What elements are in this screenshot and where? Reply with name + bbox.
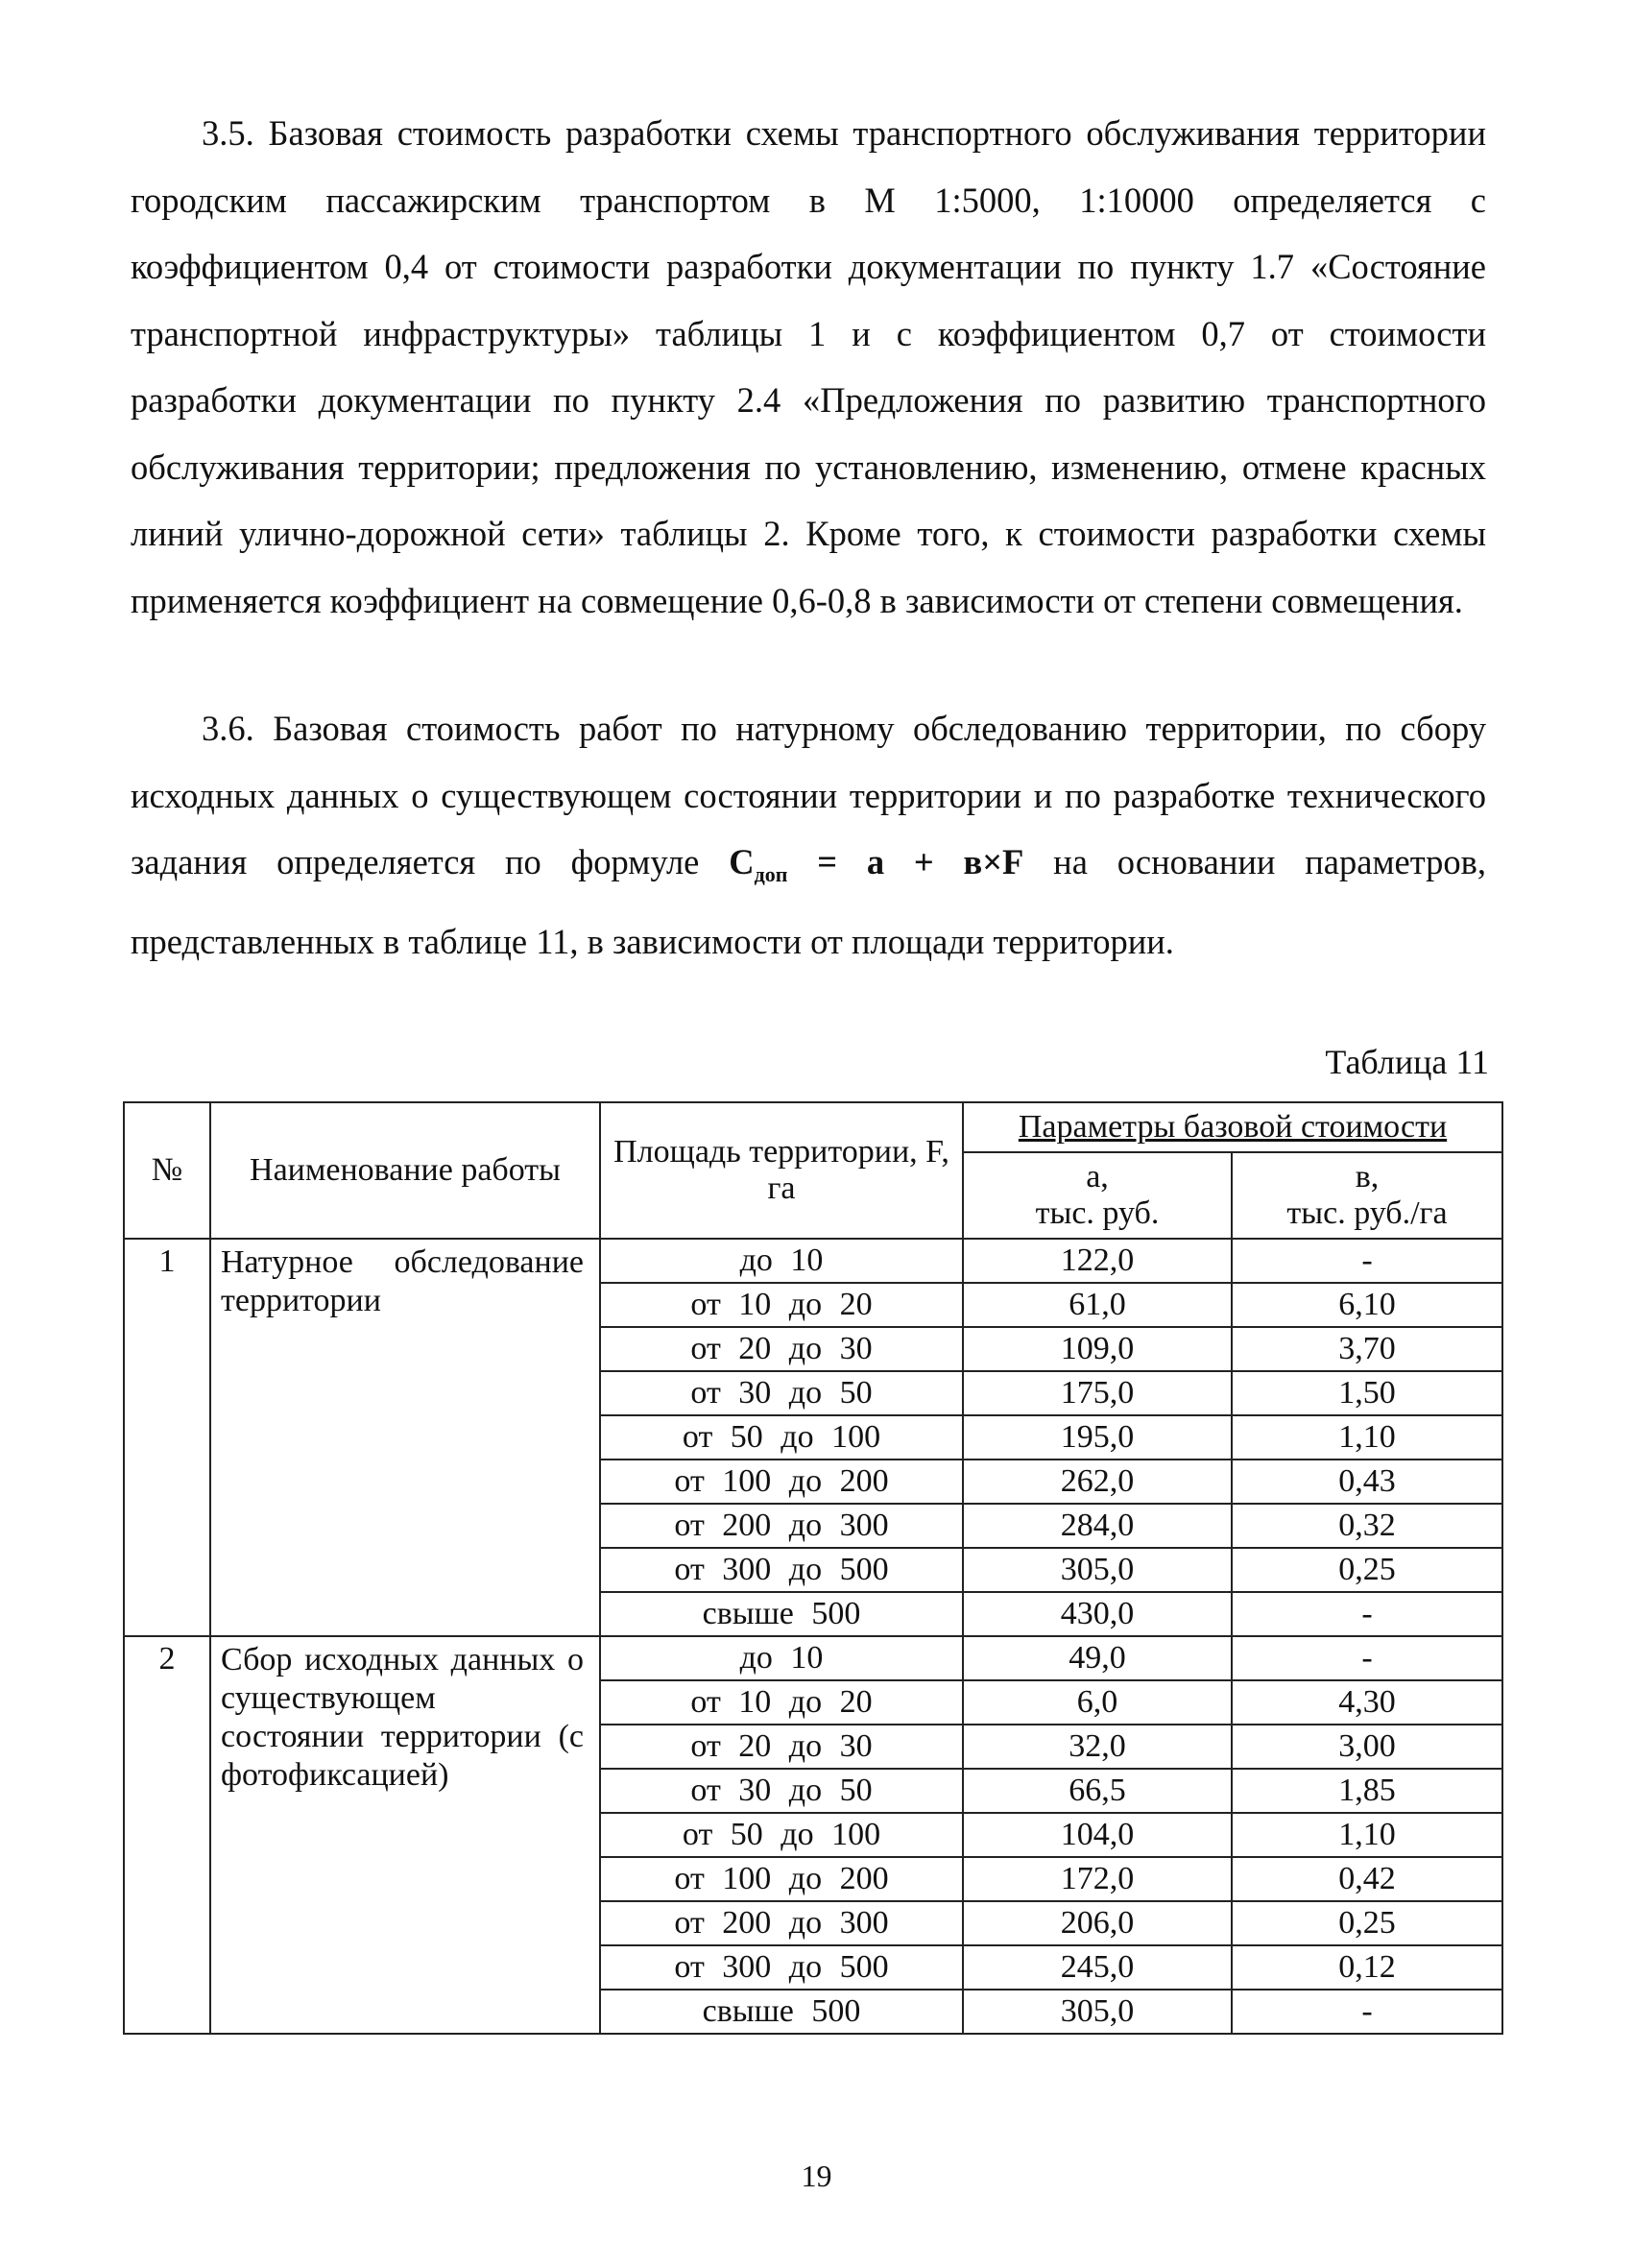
- param-b-value: 0,42: [1232, 1857, 1502, 1901]
- param-b-value: 1,10: [1232, 1813, 1502, 1857]
- param-a-value: 6,0: [963, 1680, 1232, 1725]
- param-a-value: 49,0: [963, 1636, 1232, 1680]
- param-b-value: -: [1232, 1239, 1502, 1283]
- paragraph-3-6-text-after: на основании параметров, представленных в таблице 11, в зависимости от площади территории.: [131, 842, 1487, 961]
- param-b-value: 4,30: [1232, 1680, 1502, 1725]
- area-range: от 20 до 30: [600, 1327, 963, 1371]
- param-a-value: 172,0: [963, 1857, 1232, 1901]
- param-a-value: 195,0: [963, 1415, 1232, 1460]
- param-b-value: 1,10: [1232, 1415, 1502, 1460]
- param-b-value: 6,10: [1232, 1283, 1502, 1327]
- table-row: [124, 1636, 1502, 1680]
- paragraph-3-6-text-before: 3.6. Базовая стоимость работ по натурному обследованию территории, по сбору исходных данных о существующем состоянии территории и по разработке технического задания определяется по формуле: [131, 709, 1486, 881]
- area-range: от 30 до 50: [600, 1371, 963, 1415]
- param-a-value: 284,0: [963, 1504, 1232, 1548]
- paragraph-3-5-text: 3.5. Базовая стоимость разработки схемы транспортного обслуживания территории городским пассажирским транспортом в М 1:5000, 1:10000 определяется с коэффициентом 0,4 от стоимости разработки документации по пункту 1.7 «Состояние транспортной инфраструктуры» таблицы 1 и с коэффициентом 0,7 от стоимости разработки документации по пункту 2.4 «Предложения по развитию транспортного обслуживания территории; предложения по установлению, изменению, отмене красных линий улично-дорожной сети» таблицы 2. Кроме того, к стоимости разработки схемы применяется коэффициент на совмещение 0,6-0,8 в зависимости от степени совмещения.: [131, 113, 1486, 620]
- header-area: Площадь территории, F, га: [600, 1102, 963, 1239]
- param-a-value: 104,0: [963, 1813, 1232, 1857]
- param-a-value: 109,0: [963, 1327, 1232, 1371]
- area-range: от 10 до 20: [600, 1283, 963, 1327]
- area-range: до 10: [600, 1636, 963, 1680]
- area-range: до 10: [600, 1239, 963, 1283]
- param-b-value: -: [1232, 1592, 1502, 1636]
- param-b-value: 0,12: [1232, 1945, 1502, 1990]
- param-b-value: 0,25: [1232, 1901, 1502, 1945]
- area-range: от 100 до 200: [600, 1460, 963, 1504]
- param-a-value: 206,0: [963, 1901, 1232, 1945]
- formula: [729, 842, 1024, 886]
- paragraph-3-6: [131, 695, 1486, 975]
- param-b-value: 0,25: [1232, 1548, 1502, 1592]
- param-b-value: 3,00: [1232, 1725, 1502, 1769]
- area-range: от 300 до 500: [600, 1945, 963, 1990]
- area-range: от 50 до 100: [600, 1813, 963, 1857]
- param-b-value: -: [1232, 1990, 1502, 2034]
- param-a-value: 175,0: [963, 1371, 1232, 1415]
- area-range: от 10 до 20: [600, 1680, 963, 1725]
- paragraph-3-5: [131, 100, 1486, 634]
- param-a-value: 122,0: [963, 1239, 1232, 1283]
- header-b-unit: тыс. руб./га: [1286, 1195, 1448, 1231]
- area-range: от 50 до 100: [600, 1415, 963, 1460]
- header-params: Параметры базовой стоимости: [963, 1102, 1502, 1152]
- table-caption: Таблица 11: [1325, 1043, 1489, 1081]
- param-a-value: 66,5: [963, 1769, 1232, 1813]
- table-body: [124, 1239, 1502, 2034]
- param-a-value: 430,0: [963, 1592, 1232, 1636]
- param-a-value: 305,0: [963, 1990, 1232, 2034]
- param-a-value: 61,0: [963, 1283, 1232, 1327]
- area-range: свыше 500: [600, 1592, 963, 1636]
- header-a-label: а,: [1086, 1159, 1109, 1194]
- header-name: Наименование работы: [210, 1102, 600, 1239]
- table-row: [124, 1239, 1502, 1283]
- area-range: свыше 500: [600, 1990, 963, 2034]
- param-b-value: 0,43: [1232, 1460, 1502, 1504]
- cost-parameters-table: [123, 1101, 1503, 2035]
- param-b-value: 3,70: [1232, 1327, 1502, 1371]
- param-b-value: -: [1232, 1636, 1502, 1680]
- header-b-label: в,: [1355, 1159, 1380, 1194]
- work-name: Натурное обследование территории: [210, 1239, 600, 1636]
- param-a-value: 262,0: [963, 1460, 1232, 1504]
- area-range: от 200 до 300: [600, 1504, 963, 1548]
- header-num: №: [124, 1102, 210, 1239]
- area-range: от 200 до 300: [600, 1901, 963, 1945]
- param-b-value: 1,85: [1232, 1769, 1502, 1813]
- header-a-unit: тыс. руб.: [1035, 1195, 1160, 1231]
- page-number: 19: [801, 2159, 832, 2193]
- row-number: 1: [124, 1239, 210, 1636]
- param-b-value: 1,50: [1232, 1371, 1502, 1415]
- formula-rest: = а + в×F: [787, 842, 1024, 881]
- area-range: от 30 до 50: [600, 1769, 963, 1813]
- area-range: от 20 до 30: [600, 1725, 963, 1769]
- param-a-value: 245,0: [963, 1945, 1232, 1990]
- area-range: от 100 до 200: [600, 1857, 963, 1901]
- table-header-row-1: [124, 1102, 1502, 1152]
- work-name: Сбор исходных данных о существующем состоянии территории (с фотофиксацией): [210, 1636, 600, 2034]
- header-a: [963, 1152, 1232, 1239]
- param-a-value: 305,0: [963, 1548, 1232, 1592]
- param-b-value: 0,32: [1232, 1504, 1502, 1548]
- area-range: от 300 до 500: [600, 1548, 963, 1592]
- header-b: [1232, 1152, 1502, 1239]
- row-number: 2: [124, 1636, 210, 2034]
- formula-subscript: доп: [754, 862, 788, 886]
- formula-c: С: [729, 842, 755, 881]
- param-a-value: 32,0: [963, 1725, 1232, 1769]
